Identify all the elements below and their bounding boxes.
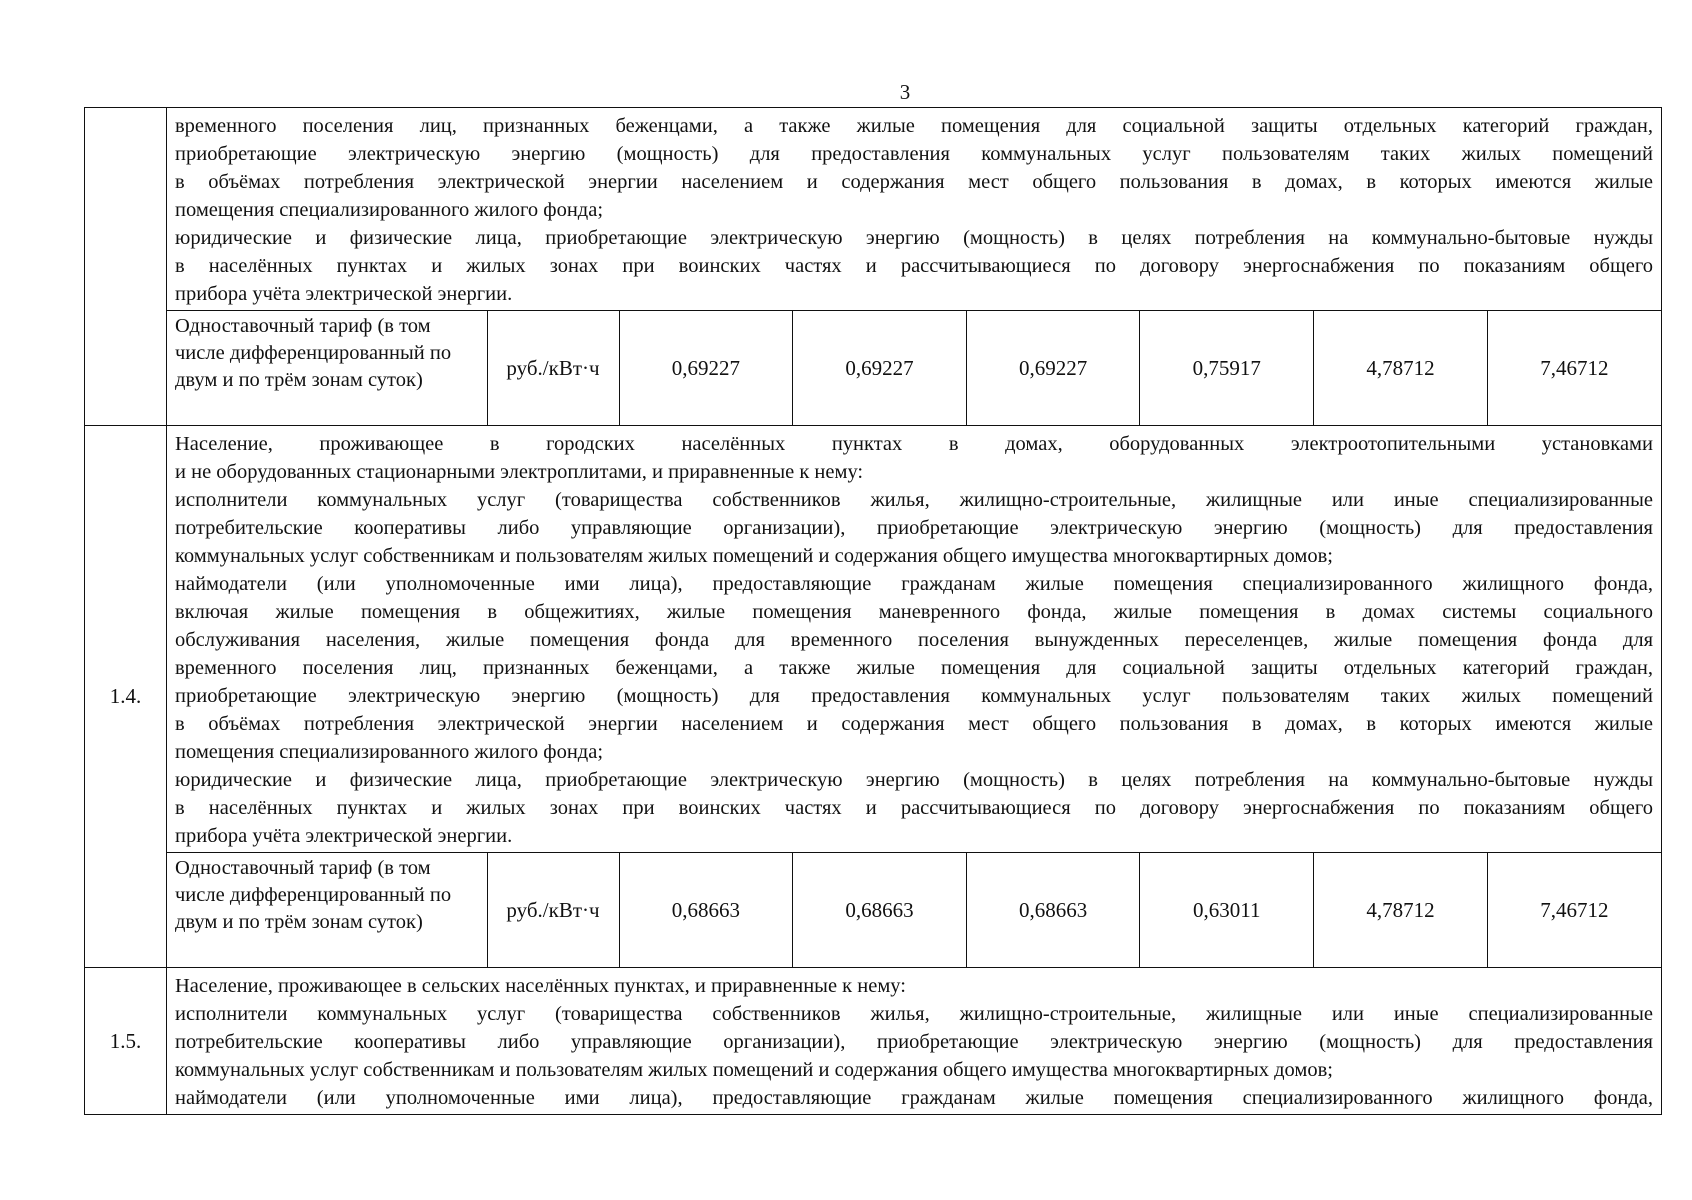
- description-line: юридические и физические лица, приобретающие электрическую энергию (мощность) в целях потребления на коммунально-бытовые нужды: [175, 769, 1653, 791]
- table-row: [85, 968, 1662, 1115]
- description-line: приобретающие электрическую энергию (мощность) для предоставления коммунальных услуг пользователям таких жилых помещений: [175, 685, 1653, 707]
- description-line: и не оборудованных стационарными электроплитами, и приравненные к нему:: [175, 461, 864, 483]
- tariff-value: 0,68663: [966, 853, 1140, 967]
- tariff-value: 7,46712: [1487, 853, 1661, 967]
- description-line: в объёмах потребления электрической энергии населением и содержания мест общего пользования в домах, в которых имеются жилые: [175, 171, 1653, 193]
- description-line: потребительские кооперативы либо управляющие организации), приобретающие электрическую энергию (мощность) для предоставления: [175, 1031, 1653, 1053]
- description-line: в населённых пунктах и жилых зонах при воинских частях и рассчитывающиеся по договору энергоснабжения по показаниям общего: [175, 255, 1653, 277]
- description-line: потребительские кооперативы либо управляющие организации), приобретающие электрическую энергию (мощность) для предоставления: [175, 517, 1653, 539]
- description-line: временного поселения лиц, признанных беженцами, а также жилые помещения для социальной защиты отдельных категорий граждан,: [175, 657, 1653, 679]
- description-line: наймодатели (или уполномоченные ими лица), предоставляющие гражданам жилые помещения специализированного жилищного фонда,: [175, 573, 1653, 595]
- row-number: 1.4.: [85, 426, 167, 968]
- description-line: включая жилые помещения в общежитиях, жилые помещения маневренного фонда, жилые помещения в домах системы социального: [175, 601, 1653, 623]
- description-line: исполнители коммунальных услуг (товарищества собственников жилья, жилищно-строительные, жилищные или иные специализированные: [175, 489, 1653, 511]
- description-line: прибора учёта электрической энергии.: [175, 825, 513, 847]
- description-line: Население, проживающее в городских населённых пунктах в домах, оборудованных электроотопительными установками: [175, 433, 1653, 455]
- tariff-value: 0,69227: [619, 311, 793, 425]
- tariff-row: [85, 853, 1662, 968]
- tariff-value: 0,69227: [793, 311, 967, 425]
- tariff-table: [84, 107, 1662, 1115]
- row-description: [167, 968, 1662, 1115]
- tariff-unit: руб./кВт·ч: [487, 311, 619, 425]
- description-line: в объёмах потребления электрической энергии населением и содержания мест общего пользования в домах, в которых имеются жилые: [175, 713, 1653, 735]
- table-row: [85, 426, 1662, 853]
- tariff-label: Одноставочный тариф (в том числе дифференцированный по двум и по трём зонам суток): [175, 857, 452, 933]
- description-line: помещения специализированного жилого фонда;: [175, 741, 604, 763]
- page-number: 3: [899, 80, 911, 104]
- description-line: коммунальных услуг собственникам и пользователям жилых помещений и содержания общего имущества многоквартирных домов;: [175, 1059, 1333, 1081]
- description-line: Население, проживающее в сельских населённых пунктах, и приравненные к нему:: [175, 975, 906, 997]
- table-row: [85, 108, 1662, 311]
- tariff-label: Одноставочный тариф (в том числе дифференцированный по двум и по трём зонам суток): [175, 315, 452, 391]
- tariff-value: 0,63011: [1140, 853, 1314, 967]
- tariff-value: 0,75917: [1140, 311, 1314, 425]
- tariff-values: [167, 853, 1661, 967]
- tariff-value: 0,68663: [619, 853, 793, 967]
- description-line: приобретающие электрическую энергию (мощность) для предоставления коммунальных услуг пользователям таких жилых помещений: [175, 143, 1653, 165]
- row-number: 1.5.: [85, 968, 167, 1115]
- description-line: обслуживания населения, жилые помещения фонда для временного поселения вынужденных переселенцев, жилые помещения фонда для: [175, 629, 1653, 651]
- tariff-value: 0,69227: [966, 311, 1140, 425]
- description-line: в населённых пунктах и жилых зонах при воинских частях и рассчитывающиеся по договору энергоснабжения по показаниям общего: [175, 797, 1653, 819]
- tariff-row: [85, 311, 1662, 426]
- tariff-value: 4,78712: [1314, 853, 1488, 967]
- description-line: наймодатели (или уполномоченные ими лица), предоставляющие гражданам жилые помещения специализированного жилищного фонда,: [175, 1087, 1653, 1109]
- tariff-values: [167, 311, 1661, 425]
- description-line: исполнители коммунальных услуг (товарищества собственников жилья, жилищно-строительные, жилищные или иные специализированные: [175, 1003, 1653, 1025]
- row-number-empty: [85, 108, 167, 426]
- row-description: [167, 108, 1662, 311]
- tariff-unit: руб./кВт·ч: [487, 853, 619, 967]
- tariff-value: 7,46712: [1487, 311, 1661, 425]
- tariff-value: 4,78712: [1314, 311, 1488, 425]
- tariff-value: 0,68663: [793, 853, 967, 967]
- description-line: юридические и физические лица, приобретающие электрическую энергию (мощность) в целях потребления на коммунально-бытовые нужды: [175, 227, 1653, 249]
- description-line: временного поселения лиц, признанных беженцами, а также жилые помещения для социальной защиты отдельных категорий граждан,: [175, 115, 1653, 137]
- description-line: прибора учёта электрической энергии.: [175, 283, 513, 305]
- description-line: помещения специализированного жилого фонда;: [175, 199, 604, 221]
- row-description: [167, 426, 1662, 853]
- description-line: коммунальных услуг собственникам и пользователям жилых помещений и содержания общего имущества многоквартирных домов;: [175, 545, 1333, 567]
